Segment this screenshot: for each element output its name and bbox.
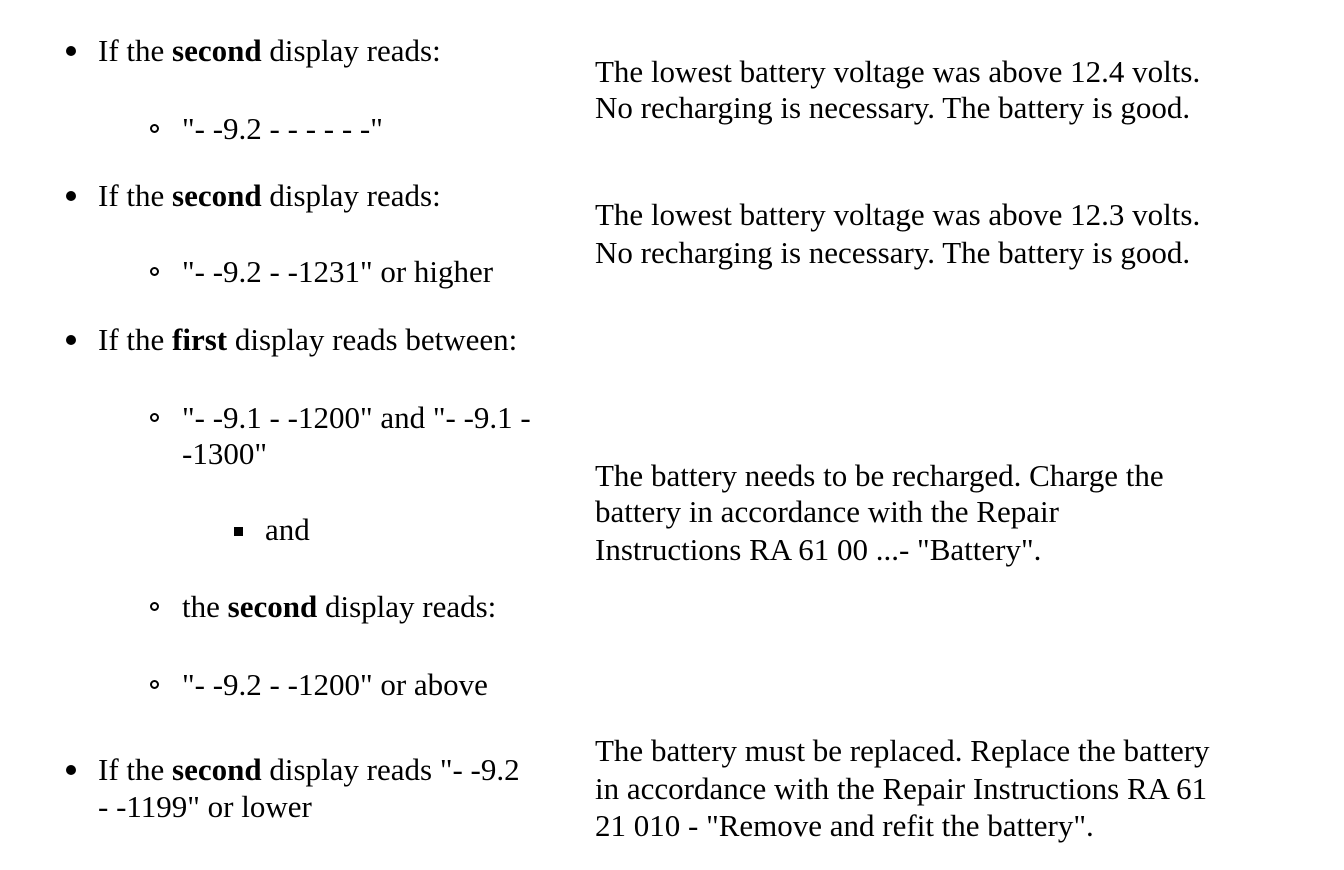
display-range-line1: "- -9.1 - -1200" and "- -9.1 - [182,400,531,435]
bullet-square-icon [234,527,243,536]
result-line: Instructions RA 61 00 ...- "Battery". [595,532,1042,567]
result-line: No recharging is necessary. The battery is good. [595,90,1191,125]
bullet-disc-icon [66,46,76,56]
bullet-circle-icon [150,267,159,276]
condition-heading: If the second display reads: [98,178,441,213]
result-line: 21 010 - "Remove and refit the battery". [595,808,1094,843]
display-range-line2: -1300" [182,436,267,471]
bullet-circle-icon [150,680,159,689]
condition-heading: If the second display reads: [98,33,441,68]
result-line: The battery needs to be recharged. Charge the [595,458,1164,493]
result-line: No recharging is necessary. The battery is good. [595,235,1191,270]
result-line: battery in accordance with the Repair [595,494,1059,529]
result-line: The lowest battery voltage was above 12.4 volts. [595,54,1201,89]
result-line: in accordance with the Repair Instructions RA 61 [595,771,1208,806]
result-line: The battery must be replaced. Replace the battery [595,733,1210,768]
condition-heading: If the first display reads between: [98,322,518,357]
bullet-circle-icon [150,602,159,611]
bullet-disc-icon [66,765,76,775]
and-label: and [265,512,310,547]
condition-heading: If the second display reads "- -9.2 [98,752,520,787]
second-display-heading: the second display reads: [182,589,497,624]
bullet-disc-icon [66,191,76,201]
display-value: "- -9.2 - -1200" or above [182,667,488,702]
bullet-circle-icon [150,124,159,133]
bullet-circle-icon [150,413,159,422]
bullet-disc-icon [66,335,76,345]
condition-heading-line2: - -1199" or lower [98,789,312,824]
display-value: "- -9.2 - - - - - -" [182,111,383,146]
result-line: The lowest battery voltage was above 12.3 volts. [595,197,1201,232]
display-value: "- -9.2 - -1231" or higher [182,254,494,289]
